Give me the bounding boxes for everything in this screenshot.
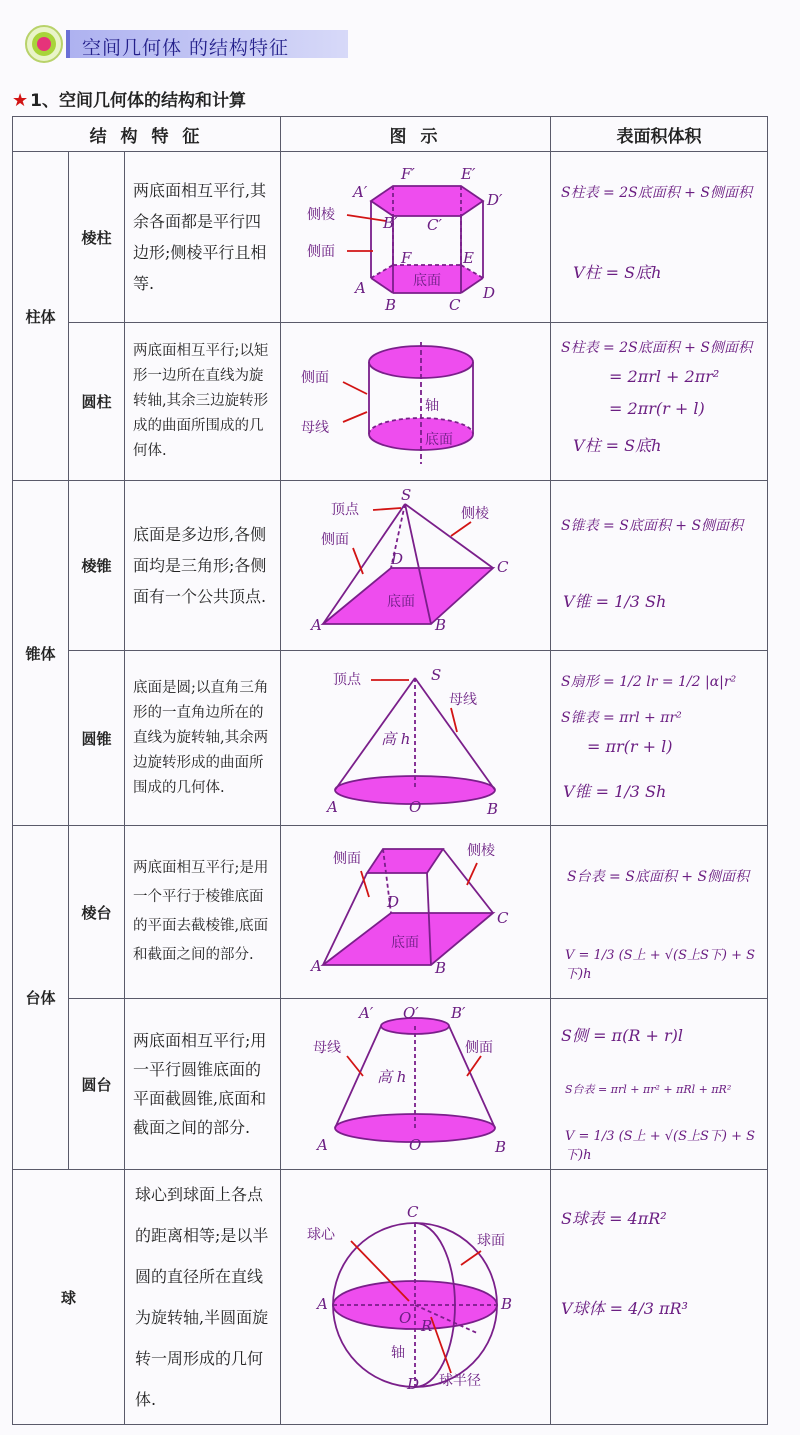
formula-line: V柱 = S底h bbox=[573, 436, 662, 455]
label-E1: E′ bbox=[461, 164, 476, 183]
label-lateral-edge: 侧棱 bbox=[461, 505, 490, 522]
cylinder-diagram bbox=[281, 324, 549, 480]
label-axis: 轴 bbox=[425, 397, 440, 414]
subtype-cell: 棱柱 bbox=[69, 152, 125, 323]
label-A: A bbox=[311, 615, 322, 634]
description-cell: 底面是圆;以直角三角形的一直角边所在的直线为旋转轴,其余两边旋转形成的曲面所围成的几何体. bbox=[125, 651, 281, 826]
formula-cell bbox=[551, 826, 768, 999]
prism-diagram bbox=[281, 153, 549, 322]
label-B: B bbox=[435, 615, 447, 634]
label-B: B bbox=[495, 1137, 507, 1156]
label-surface: 球面 bbox=[477, 1232, 506, 1249]
description-cell: 两底面相互平行;用一平行圆锥底面的平面截圆锥,底面和截面之间的部分. bbox=[125, 999, 281, 1170]
label-B1: B′ bbox=[451, 1003, 466, 1022]
label-A: A bbox=[311, 956, 322, 975]
formula-line: S台表 = πrl + πr² + πRl + πR² bbox=[565, 1083, 732, 1096]
formula-cell bbox=[551, 999, 768, 1170]
pyramid-diagram bbox=[281, 482, 549, 650]
table-row bbox=[13, 651, 768, 826]
label-O1: O′ bbox=[403, 1003, 419, 1022]
formula-line: S扇形 = 1/2 lr = 1/2 |α|r² bbox=[561, 674, 737, 690]
formula-line: = πr(r + l) bbox=[587, 737, 673, 756]
table-row bbox=[13, 826, 768, 999]
label-E: E bbox=[463, 248, 474, 267]
label-lateral-face: 侧面 bbox=[465, 1039, 494, 1056]
table-row bbox=[13, 999, 768, 1170]
table-header-row bbox=[13, 117, 768, 152]
label-B: B bbox=[435, 958, 447, 977]
header-structure: 结 构 特 征 bbox=[13, 117, 281, 152]
label-S: S bbox=[431, 665, 442, 684]
label-base: 底面 bbox=[391, 934, 420, 951]
formula-line: S锥表 = πrl + πr² bbox=[561, 710, 682, 726]
label-lateral-edge: 侧棱 bbox=[307, 206, 336, 223]
subtype-cell: 棱锥 bbox=[69, 481, 125, 651]
label-base: 底面 bbox=[413, 272, 442, 289]
label-D: D bbox=[391, 549, 404, 568]
label-base: 底面 bbox=[387, 593, 416, 610]
label-A1: A′ bbox=[359, 1003, 374, 1022]
label-base: 底面 bbox=[425, 431, 454, 448]
label-B: B bbox=[487, 799, 499, 818]
label-C: C bbox=[497, 557, 509, 576]
label-lateral-face: 侧面 bbox=[301, 369, 330, 386]
label-C1: C′ bbox=[427, 215, 442, 234]
section-logo-icon bbox=[24, 24, 64, 64]
formula-line: = 2πr(r + l) bbox=[609, 399, 705, 418]
formula-line: S锥表 = S底面积 + S侧面积 bbox=[561, 518, 744, 534]
formula-cell bbox=[551, 1170, 768, 1425]
label-O: O bbox=[409, 1135, 422, 1154]
label-height: 高 h bbox=[381, 729, 411, 748]
star-icon: ★ bbox=[12, 90, 29, 111]
formula-line: S球表 = 4πR² bbox=[561, 1209, 667, 1228]
subtitle-text: 1、空间几何体的结构和计算 bbox=[30, 91, 246, 111]
label-lateral-face: 侧面 bbox=[321, 531, 350, 548]
category-cell: 球 bbox=[13, 1170, 125, 1425]
label-A: A bbox=[317, 1135, 328, 1154]
frustum-pyramid-diagram bbox=[281, 827, 549, 998]
category-cell: 柱体 bbox=[13, 152, 69, 481]
table-row bbox=[13, 1170, 768, 1425]
label-D1: D′ bbox=[487, 190, 503, 209]
label-generatrix: 母线 bbox=[313, 1039, 342, 1056]
subtype-cell: 圆柱 bbox=[69, 323, 125, 481]
formula-line: V球体 = 4/3 πR³ bbox=[561, 1299, 688, 1318]
formula-line: V = 1/3 (S上 + √(S上S下) + S下)h bbox=[565, 948, 756, 982]
label-A: A bbox=[355, 278, 366, 297]
formula-line: S柱表 = 2S底面积 + S侧面积 bbox=[561, 340, 752, 356]
label-F: F bbox=[401, 248, 412, 267]
description-cell: 两底面相互平行;是用一个平行于棱锥底面的平面去截棱锥,底面和截面之间的部分. bbox=[125, 826, 281, 999]
label-A: A bbox=[317, 1294, 328, 1313]
subtype-cell: 圆锥 bbox=[69, 651, 125, 826]
formula-cell bbox=[551, 481, 768, 651]
label-C: C bbox=[407, 1202, 419, 1221]
figure-cell bbox=[281, 152, 551, 323]
label-generatrix: 母线 bbox=[449, 691, 478, 708]
label-C: C bbox=[497, 908, 509, 927]
label-S: S bbox=[401, 485, 412, 504]
label-lateral-face: 侧面 bbox=[333, 850, 362, 867]
formula-line: V = 1/3 (S上 + √(S上S下) + S下)h bbox=[565, 1129, 756, 1163]
subtype-cell: 圆台 bbox=[69, 999, 125, 1170]
formula-line: S柱表 = 2S底面积 + S侧面积 bbox=[561, 185, 752, 201]
formula-line: S侧 = π(R + r)l bbox=[561, 1026, 683, 1045]
description-cell: 两底面相互平行,其余各面都是平行四边形;侧棱平行且相等. bbox=[125, 152, 281, 323]
label-generatrix: 母线 bbox=[301, 419, 330, 436]
header-figure: 图 示 bbox=[281, 117, 551, 152]
formula-line: S台表 = S底面积 + S侧面积 bbox=[567, 869, 750, 885]
subtype-cell: 棱台 bbox=[69, 826, 125, 999]
formula-line: = 2πrl + 2πr² bbox=[609, 367, 720, 386]
figure-cell bbox=[281, 1170, 551, 1425]
figure-cell bbox=[281, 999, 551, 1170]
category-cell: 锥体 bbox=[13, 481, 69, 826]
label-A1: A′ bbox=[353, 182, 368, 201]
subtitle bbox=[12, 86, 246, 111]
label-apex: 顶点 bbox=[333, 671, 362, 688]
label-D: D bbox=[387, 892, 400, 911]
formula-line: V柱 = S底h bbox=[573, 263, 662, 282]
label-O: O bbox=[409, 797, 422, 816]
formula-cell bbox=[551, 323, 768, 481]
description-cell: 底面是多边形,各侧面均是三角形;各侧面有一个公共顶点. bbox=[125, 481, 281, 651]
label-D: D bbox=[407, 1374, 420, 1393]
figure-cell bbox=[281, 323, 551, 481]
geometry-table bbox=[12, 116, 768, 1425]
header-area-volume: 表面积体积 bbox=[551, 117, 768, 152]
label-R: R bbox=[421, 1316, 433, 1335]
table-row bbox=[13, 481, 768, 651]
description-cell: 球心到球面上各点的距离相等;是以半圆的直径所在直线为旋转轴,半圆面旋转一周形成的几何体. bbox=[125, 1170, 281, 1425]
label-A: A bbox=[327, 797, 338, 816]
section-title: 空间几何体 的结构特征 bbox=[82, 37, 290, 59]
formula-line: V锥 = 1/3 Sh bbox=[563, 592, 667, 611]
category-cell: 台体 bbox=[13, 826, 69, 1170]
formula-cell bbox=[551, 152, 768, 323]
label-B1: B′ bbox=[383, 213, 398, 232]
label-height: 高 h bbox=[377, 1067, 407, 1086]
formula-cell bbox=[551, 651, 768, 826]
description-cell: 两底面相互平行;以矩形一边所在直线为旋转轴,其余三边旋转形成的曲面所围成的几何体. bbox=[125, 323, 281, 481]
frustum-cone-diagram bbox=[281, 1000, 549, 1169]
label-center: 球心 bbox=[307, 1226, 336, 1243]
label-radius: 球半径 bbox=[439, 1372, 482, 1389]
label-lateral-edge: 侧棱 bbox=[467, 842, 496, 859]
label-B: B bbox=[501, 1294, 513, 1313]
figure-cell bbox=[281, 481, 551, 651]
label-O: O bbox=[399, 1308, 412, 1327]
label-F1: F′ bbox=[401, 164, 415, 183]
table-row bbox=[13, 323, 768, 481]
label-D: D bbox=[483, 283, 496, 302]
cone-diagram bbox=[281, 652, 549, 825]
label-lateral-face: 侧面 bbox=[307, 243, 336, 260]
label-B: B bbox=[385, 295, 397, 314]
formula-line: V锥 = 1/3 Sh bbox=[563, 782, 667, 801]
figure-cell bbox=[281, 826, 551, 999]
label-apex: 顶点 bbox=[331, 501, 360, 518]
sphere-diagram bbox=[281, 1201, 549, 1394]
table-row bbox=[13, 152, 768, 323]
figure-cell bbox=[281, 651, 551, 826]
label-axis: 轴 bbox=[391, 1344, 406, 1361]
label-C: C bbox=[449, 295, 461, 314]
section-banner bbox=[14, 20, 350, 66]
